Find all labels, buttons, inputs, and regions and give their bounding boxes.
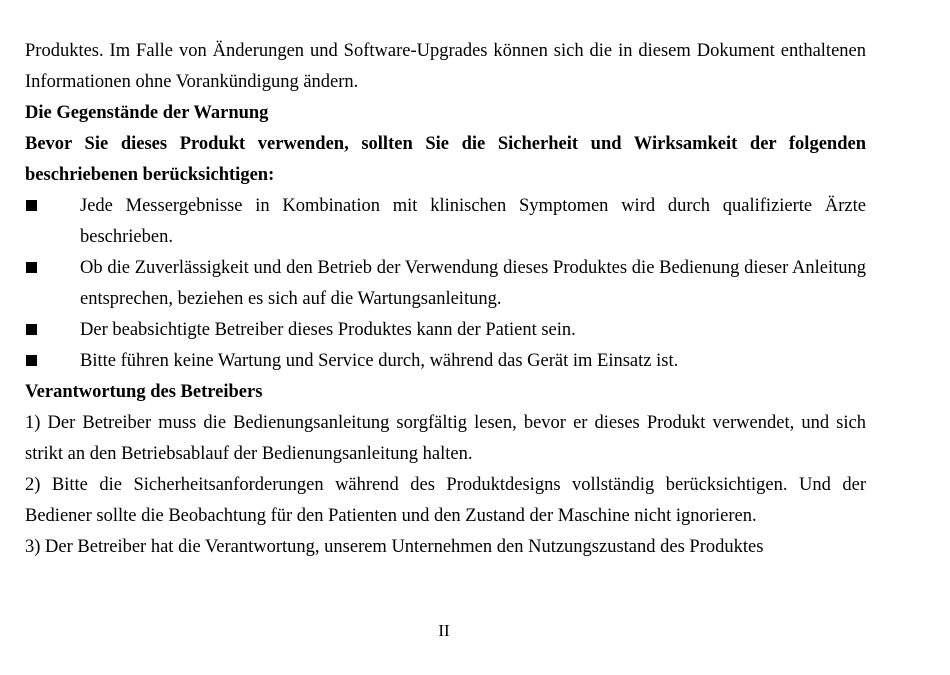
square-bullet-icon — [26, 355, 37, 366]
bullet-text: Bitte führen keine Wartung und Service durch, während das Gerät im Einsatz ist. — [80, 351, 679, 371]
bullet-text: Ob die Zuverlässigkeit und den Betrieb der Verwendung dieses Produktes die Bedienung dieser Anleitung entsprechen, beziehen es sich auf die Wartungsanleitung. — [80, 258, 866, 309]
square-bullet-icon — [26, 324, 37, 335]
warning-intro: Bevor Sie dieses Produkt verwenden, sollten Sie die Sicherheit und Wirksamkeit der folgenden beschriebenen berücksichtigen: — [25, 134, 866, 185]
bullet-item — [25, 191, 866, 253]
square-bullet-icon — [26, 200, 37, 211]
responsibility-heading: Verantwortung des Betreibers — [25, 382, 263, 402]
responsibility-item: 2) Bitte die Sicherheitsanforderungen während des Produktdesigns vollständig berücksichtigen. Und der Bediener sollte die Beobachtung für den Patienten und den Zustand der Maschine nicht ignorieren. — [25, 475, 866, 526]
square-bullet-icon — [26, 262, 37, 273]
responsibility-item: 3) Der Betreiber hat die Verantwortung, unserem Unternehmen den Nutzungszustand des Produktes — [25, 537, 764, 557]
intro-paragraph: Produktes. Im Falle von Änderungen und Software-Upgrades können sich die in diesem Dokument enthaltenen Informationen ohne Vorankündigung ändern. — [25, 41, 866, 92]
page-number: II — [438, 621, 450, 640]
bullet-item — [25, 253, 866, 315]
warning-heading: Die Gegenstände der Warnung — [25, 103, 269, 123]
document-page — [25, 36, 866, 563]
bullet-text: Der beabsichtigte Betreiber dieses Produktes kann der Patient sein. — [80, 320, 576, 340]
bullet-item — [25, 315, 866, 346]
bullet-item — [25, 346, 866, 377]
bullet-text: Jede Messergebnisse in Kombination mit klinischen Symptomen wird durch qualifizierte Ärzte beschrieben. — [80, 196, 866, 247]
responsibility-item: 1) Der Betreiber muss die Bedienungsanleitung sorgfältig lesen, bevor er dieses Produkt verwendet, und sich strikt an den Betriebsablauf der Bedienungsanleitung halten. — [25, 413, 866, 464]
